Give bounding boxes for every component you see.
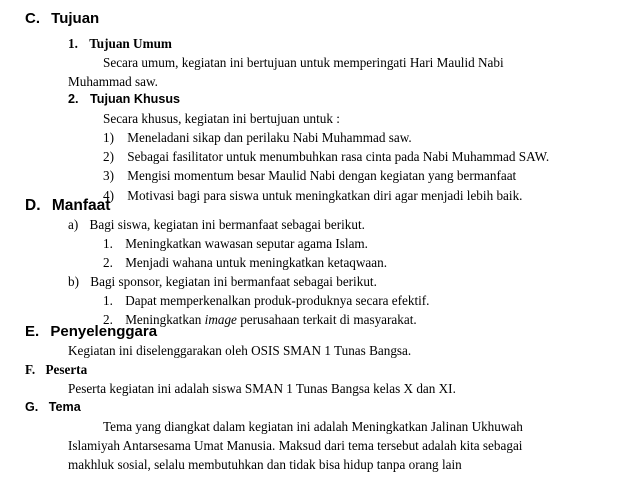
section-d-title: Manfaat xyxy=(51,197,111,214)
tujuan-khusus-title: Tujuan Khusus xyxy=(90,92,181,106)
section-g-title: Tema xyxy=(48,400,81,414)
section-f-label: F. xyxy=(25,362,36,377)
tujuan-umum-num: 1. xyxy=(68,36,78,51)
section-g-line-2: Islamiyah Antarsesama Umat Manusia. Maksud dari tema tersebut adalah kita sebagai xyxy=(68,438,523,453)
section-e-title: Penyelenggara xyxy=(50,323,158,340)
list-item: 2) Sebagai fasilitator untuk menumbuhkan rasa cinta pada Nabi Muhammad SAW. xyxy=(103,149,550,164)
tujuan-umum-heading xyxy=(68,37,172,50)
tujuan-umum-line-1: Secara umum, kegiatan ini bertujuan untuk memperingati Hari Maulid Nabi xyxy=(103,55,504,70)
section-f-heading xyxy=(25,363,87,376)
section-e-text: Kegiatan ini diselenggarakan oleh OSIS SMAN 1 Tunas Bangsa. xyxy=(68,343,412,358)
section-d-label: D. xyxy=(25,197,41,214)
section-c-title: Tujuan xyxy=(51,10,100,27)
list-item: 1. Dapat memperkenalkan produk-produknya secara efektif. xyxy=(103,293,430,308)
list-item: 2. Menjadi wahana untuk meningkatkan ketaqwaan. xyxy=(103,255,388,270)
tujuan-umum-line-2: Muhammad saw. xyxy=(68,74,158,89)
section-g-line-1: Tema yang diangkat dalam kegiatan ini adalah Meningkatkan Jalinan Ukhuwah xyxy=(103,419,523,434)
section-f-title: Peserta xyxy=(45,362,88,377)
section-c-label: C. xyxy=(25,10,40,27)
section-f-text: Peserta kegiatan ini adalah siswa SMAN 1 Tunas Bangsa kelas X dan XI. xyxy=(68,381,456,396)
tujuan-khusus-num: 2. xyxy=(68,92,79,106)
tujuan-umum-title: Tujuan Umum xyxy=(89,36,172,51)
section-d-heading xyxy=(25,198,110,214)
list-item: 4) Motivasi bagi para siswa untuk meningkatkan diri agar menjadi lebih baik. xyxy=(103,188,523,203)
list-item: 2. Meningkatkan image perusahaan terkait di masyarakat. xyxy=(103,312,417,327)
list-item: 3) Mengisi momentum besar Maulid Nabi dengan kegiatan yang bermanfaat xyxy=(103,168,517,183)
tujuan-khusus-heading xyxy=(68,93,180,106)
tujuan-khusus-intro: Secara khusus, kegiatan ini bertujuan untuk : xyxy=(103,111,340,126)
section-g-heading xyxy=(25,401,81,414)
list-item: 1) Meneladani sikap dan perilaku Nabi Muhammad saw. xyxy=(103,130,412,145)
image-term: image xyxy=(204,312,237,327)
section-c-heading xyxy=(25,11,99,26)
list-item: 1. Meningkatkan wawasan seputar agama Islam. xyxy=(103,236,368,251)
section-g-line-3: makhluk sosial, selalu membutuhkan dan tidak bisa hidup tanpa orang lain xyxy=(68,457,462,472)
manfaat-a-line: a) Bagi siswa, kegiatan ini bermanfaat sebagai berikut. xyxy=(68,217,365,232)
section-g-label: G. xyxy=(25,400,39,414)
section-e-label: E. xyxy=(25,323,40,340)
section-e-heading xyxy=(25,324,157,339)
manfaat-b-line: b) Bagi sponsor, kegiatan ini bermanfaat sebagai berikut. xyxy=(68,274,377,289)
